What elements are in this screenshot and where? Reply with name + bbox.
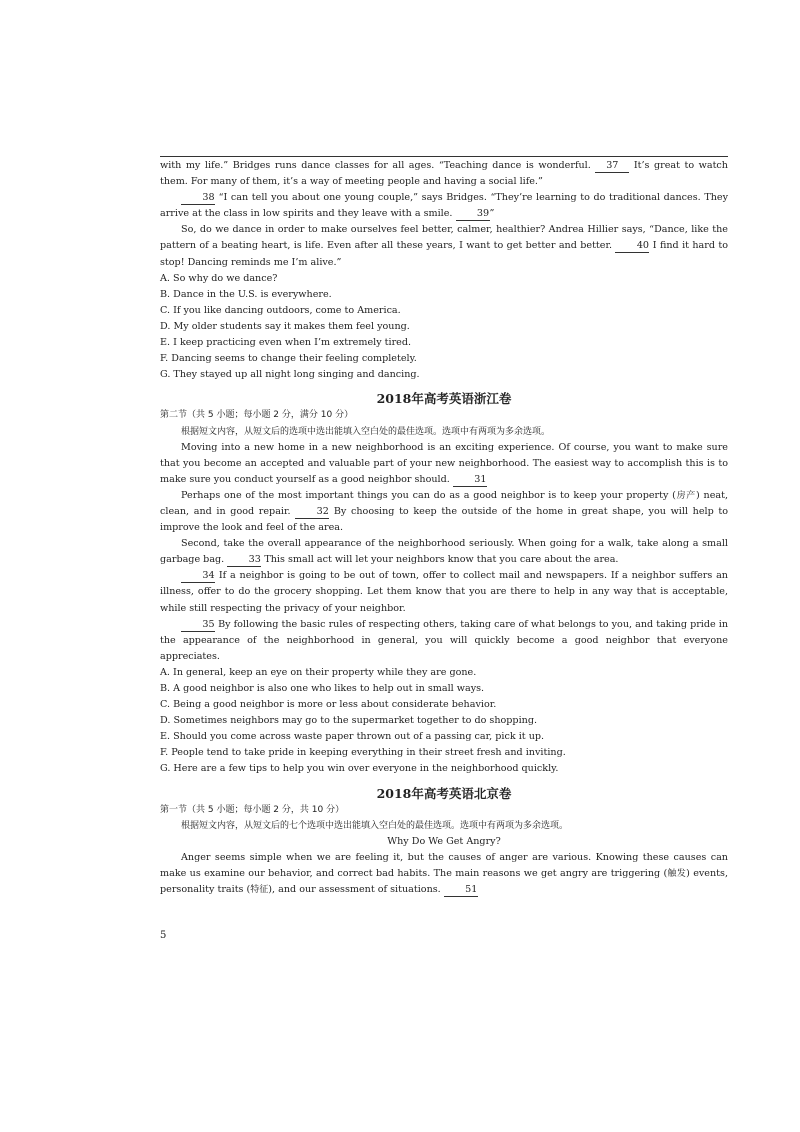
page-number: 5: [160, 930, 167, 941]
option-item: A. In general, keep an eye on their property while they are gone.: [160, 666, 477, 678]
blank-40: 40: [615, 240, 649, 253]
dance-paragraph-2: 38 “I can tell you about one young couple,” says Bridges. “They’re learning to do traditional dances. They arrive at the class in low spirits and they leave with a smile. 39”: [160, 192, 728, 220]
blank-33: 33: [227, 554, 261, 567]
blank-39: 39: [456, 208, 490, 221]
neighbor-paragraph-4: 34 If a neighbor is going to be out of town, offer to collect mail and newspapers. If a neighbor suffers an illness, offer to do the grocery shopping. Let them know that you are there to help in any way that is acceptable, while still respecting the privacy of your neighbor.: [160, 570, 728, 614]
neighbor-paragraph-1: Moving into a new home in a new neighborhood is an exciting experience. Of course, you want to make sure that you become an accepted and valuable part of your new neighborhood. The easiest way to accomplish this is to make sure you conduct yourself as a good neighbor should. 31: [160, 441, 728, 485]
option-item: F. People tend to take pride in keeping everything in their street fresh and inviting.: [160, 747, 566, 759]
zhejiang-section-label: 第二节（共 5 小题；每小题 2 分，满分 10 分）: [160, 410, 354, 421]
blank-38: 38: [181, 192, 215, 205]
option-item: G. Here are a few tips to help you win over everyone in the neighborhood quickly.: [160, 763, 559, 775]
option-item: A. So why do we dance?: [160, 272, 278, 284]
anger-paragraph-1: Anger seems simple when we are feeling it, but the causes of anger are various. Knowing these causes can make us examine our behavior, and correct bad habits. The main reasons we get angry are triggering (触发) events, personality traits (特征), and our assessment of situations. 51: [160, 851, 728, 896]
option-item: C. If you like dancing outdoors, come to America.: [160, 304, 401, 316]
neighbor-paragraph-2: Perhaps one of the most important things you can do as a good neighbor is to keep your property (房产) neat, clean, and in good repair. 32 By choosing to keep the outside of the home in great shape, you will help to improve the look and feel of the area.: [160, 489, 728, 534]
zhejiang-title: 2018年高考英语浙江卷: [376, 391, 512, 407]
option-item: D. My older students say it makes them feel young.: [160, 320, 410, 332]
zhejiang-instruction: 根据短文内容，从短文后的选项中选出能填入空白处的最佳选项。选项中有两项为多余选项。: [181, 426, 551, 437]
header-rule: [160, 156, 728, 157]
blank-35: 35: [181, 619, 215, 632]
option-item: E. Should you come across waste paper thrown out of a passing car, pick it up.: [160, 731, 545, 743]
neighbor-options: [160, 665, 728, 778]
option-item: B. A good neighbor is also one who likes to help out in small ways.: [160, 683, 485, 694]
option-item: B. Dance in the U.S. is everywhere.: [160, 288, 332, 300]
dance-options: [160, 271, 728, 384]
blank-51: 51: [444, 884, 478, 897]
option-item: C. Being a good neighbor is more or less about considerate behavior.: [160, 699, 497, 711]
option-item: G. They stayed up all night long singing and dancing.: [160, 369, 420, 381]
blank-37: 37: [595, 160, 629, 173]
option-item: D. Sometimes neighbors may go to the supermarket together to do shopping.: [160, 715, 538, 727]
option-item: F. Dancing seems to change their feeling completely.: [160, 353, 417, 365]
option-item: E. I keep practicing even when I’m extremely tired.: [160, 337, 412, 349]
neighbor-paragraph-5: 35 By following the basic rules of respecting others, taking care of what belongs to you, and taking pride in the appearance of the neighborhood in general, you will quickly become a good neighbor that everyone appreciates.: [160, 618, 728, 662]
beijing-section-label: 第一节（共 5 小题；每小题 2 分，共 10 分）: [160, 804, 345, 815]
beijing-instruction: 根据短文内容，从短文后的七个选项中选出能填入空白处的最佳选项。选项中有两项为多余选项。: [181, 820, 569, 831]
blank-32: 32: [295, 506, 329, 519]
blank-34: 34: [181, 570, 215, 583]
beijing-title: 2018年高考英语北京卷: [376, 785, 512, 801]
passage-subtitle: Why Do We Get Angry?: [387, 835, 501, 847]
neighbor-paragraph-3: Second, take the overall appearance of the neighborhood seriously. When going for a walk, take along a small garbage bag. 33 This small act will let your neighbors know that you care about the area.: [160, 538, 728, 566]
dance-paragraph-3: So, do we dance in order to make ourselves feel better, calmer, healthier? Andrea Hillier says, “Dance, like the pattern of a beating heart, is life. Even after all these years, I want to get better and better. 40 I find it hard to stop! Dancing reminds me I’m alive.”: [160, 224, 729, 268]
dance-paragraph-1: with my life.” Bridges runs dance classes for all ages. “Teaching dance is wonderful. 37 It’s great to watch them. For many of them, it’s a way of meeting people and having a social life.”: [160, 160, 728, 188]
page-content: [160, 158, 728, 898]
blank-31: 31: [453, 474, 487, 487]
